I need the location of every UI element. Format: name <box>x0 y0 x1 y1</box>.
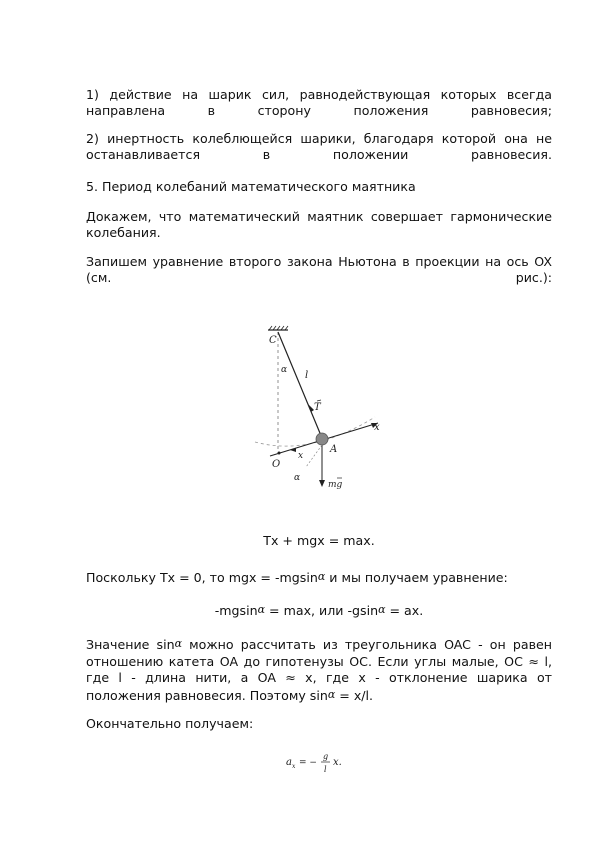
eq2-b: = max, или -gsin <box>265 603 379 618</box>
p6-text-b: можно рассчитать из треугольника OAC - он равен отношению катета OA до гипотенузы OC. Если углы малые, OC ≈ l, где l - длина нити, а OA ≈ x, где x - отклонение шарика от положения равновесия. Поэтому sin <box>86 637 552 703</box>
paragraph-4: Запишем уравнение второго закона Ньютона в проекции на ось OX (см. рис.): <box>86 254 552 285</box>
formula-lhs: a <box>286 757 292 768</box>
t-vector-bar <box>317 400 321 401</box>
paragraph-5 <box>86 569 552 586</box>
alpha-symbol: α <box>327 687 336 701</box>
p5-text-a: Поскольку Tx = 0, то mgx = -mgsin <box>86 570 318 585</box>
formula-numerator: g <box>323 752 329 761</box>
projection-line <box>306 445 322 467</box>
formula-rhs: x. <box>333 757 342 768</box>
ceiling-hatch <box>269 326 288 330</box>
equation-2 <box>86 602 552 619</box>
formula-subscript: x <box>292 763 296 770</box>
eq2-c: = ax. <box>385 603 424 618</box>
label-x-axis: x <box>374 422 380 433</box>
p6-text-c: = x/l. <box>335 687 374 703</box>
final-formula <box>282 748 362 778</box>
label-t: T <box>314 402 321 413</box>
alpha-symbol: α <box>174 637 182 650</box>
formula-denominator: l <box>324 765 327 774</box>
alpha-symbol: α <box>257 603 266 616</box>
pendulum-string <box>278 332 322 438</box>
paragraph-7: Окончательно получаем: <box>86 716 254 731</box>
paragraph-1: 1) действие на шарик сил, равнодействующая которых всегда направлена в сторону положения равновесия; <box>86 87 552 118</box>
gravity-arrow-head <box>319 480 325 487</box>
section-heading: 5. Период колебаний математического маятника <box>86 179 416 194</box>
formula-equals: = − <box>299 758 317 768</box>
p6-text-a: Значение sin <box>86 637 175 652</box>
label-alpha-bottom: α <box>294 473 301 483</box>
alpha-symbol: α <box>378 603 386 616</box>
final-formula-svg <box>282 748 362 778</box>
label-x-small: x <box>298 451 304 461</box>
pendulum-diagram <box>250 322 390 497</box>
eq2-a: -mgsin <box>214 603 258 618</box>
label-l: l <box>305 370 309 381</box>
label-mg: mg <box>328 480 343 490</box>
p5-text-b: и мы получаем уравнение: <box>325 570 508 585</box>
alpha-symbol: α <box>317 570 326 583</box>
paragraph-6 <box>86 636 552 704</box>
label-a: A <box>330 444 338 455</box>
label-o: O <box>272 459 281 470</box>
origin-point <box>278 452 281 455</box>
pendulum-ball <box>316 433 328 445</box>
paragraph-2: 2) инертность колеблющейся шарики, благодаря которой она не останавливается в положении равновесия. <box>86 131 552 162</box>
label-alpha-top: α <box>281 365 288 375</box>
label-c: C <box>269 335 277 346</box>
equation-1: Tx + mgx = max. <box>263 533 375 548</box>
paragraph-3: Докажем, что математический маятник совершает гармонические колебания. <box>86 209 552 240</box>
pendulum-figure <box>250 322 390 497</box>
